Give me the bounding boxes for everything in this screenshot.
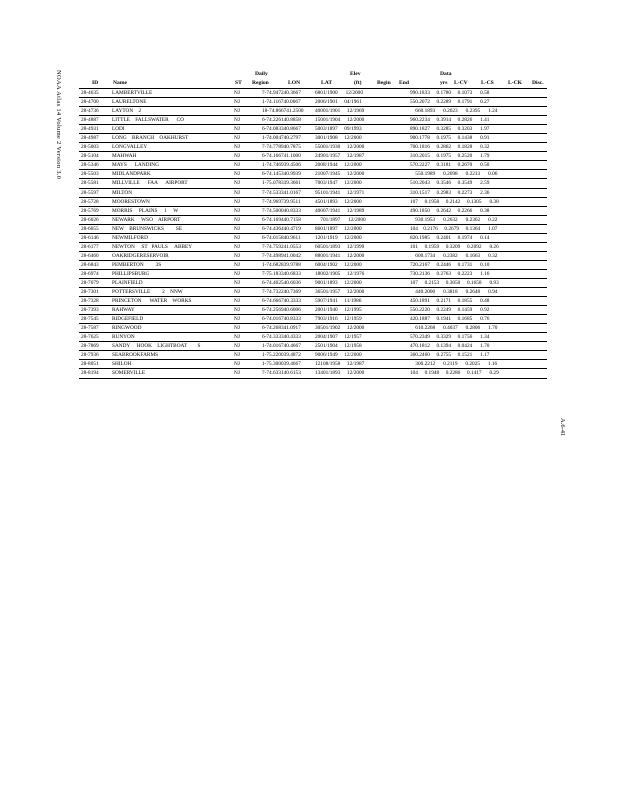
- state: NJ: [234, 343, 240, 350]
- region-lon-lat: 6-74.333340.4333: [262, 334, 301, 341]
- station-id: 28-6974: [81, 270, 99, 277]
- state: NJ: [234, 370, 240, 377]
- station-id: 28-6177: [81, 243, 99, 250]
- elev-begin-end: 30501/1902 12/2000: [315, 325, 365, 332]
- table-row: [79, 234, 547, 243]
- stats-values: 440.2000 0.3818 0.2648 0.94: [410, 289, 498, 296]
- elev-begin-end: 8601/1897 12/2000: [315, 225, 362, 232]
- header-lcv: L-CV: [454, 80, 468, 86]
- station-name: LONG BRANCH OAKHURST: [112, 135, 189, 142]
- stats-values: 730.2136 0.2763 0.2223 1.16: [410, 270, 490, 277]
- stats-values: 450.1891 0.2171 0.1855 0.48: [410, 298, 490, 305]
- elev-begin-end: 9006/1949 12/2000: [315, 352, 362, 359]
- stats-values: 310.2015 0.1975 0.2520 1.79: [410, 153, 490, 160]
- stats-values: 550.2072 0.2289 0.1791 0.27: [410, 99, 490, 106]
- station-id: 28-4635: [81, 90, 99, 96]
- region-lon-lat: 7-74.759241.0553: [262, 243, 301, 250]
- stats-values: 104 0.1948 0.2286 0.1417 0.29: [410, 370, 499, 377]
- header-disc: Disc.: [532, 80, 544, 86]
- state: NJ: [234, 270, 240, 277]
- state: NJ: [234, 99, 240, 106]
- station-name: LODI: [112, 126, 125, 133]
- station-name: LONGVALLEY: [112, 144, 148, 151]
- region-lon-lat: 6-74.083340.8667: [262, 126, 301, 133]
- station-name: POTTERSVILLE 2 NNW: [112, 289, 183, 296]
- elev-begin-end: 15001/1904 12/2000: [315, 117, 365, 124]
- station-name: NEW BRUNSWICKS SE: [112, 225, 183, 232]
- elev-begin-end: 3001/1908 12/2000: [315, 135, 362, 142]
- elev-begin-end: 18002/1905 12/1976: [315, 270, 365, 277]
- table-row: [79, 351, 547, 360]
- stats-values: 107 0.2153 0.3050 0.1658 0.93: [410, 279, 499, 286]
- region-lon-lat: 1-74.016740.4667: [262, 343, 301, 350]
- elev-begin-end: 9001/1893 12/2000: [315, 279, 362, 286]
- state: NJ: [234, 352, 240, 359]
- table-row: [79, 170, 547, 179]
- table-row: [79, 279, 547, 288]
- station-id: 28-7079: [81, 279, 99, 286]
- header-ft: (ft): [354, 80, 362, 86]
- station-name: SHILOH: [112, 361, 132, 368]
- station-name: NEWMILFORD: [112, 234, 148, 241]
- region-lon-lat: 7-75.183340.6833: [262, 270, 301, 277]
- region-lon-lat: 6-74.226140.8858: [262, 117, 301, 124]
- state: NJ: [234, 325, 240, 332]
- header-end: End: [399, 80, 409, 86]
- page-number: A.6-41: [559, 418, 566, 437]
- state: NJ: [234, 90, 240, 96]
- stats-values: 660.1893 0.2623 0.2395 1.24: [410, 108, 498, 115]
- state: NJ: [234, 289, 240, 296]
- station-name: LITTLE FALLSWATER CO: [112, 117, 184, 124]
- station-id: 28-5003: [81, 144, 99, 151]
- state: NJ: [234, 207, 240, 214]
- table-row: [79, 252, 547, 261]
- stats-values: 930.1953 0.2632 0.2362 0.22: [410, 216, 498, 223]
- table-row: [79, 179, 547, 188]
- station-id: 28-5104: [81, 153, 99, 160]
- station-name: RAHWAY: [112, 307, 135, 314]
- station-name: PRINCETON WATER WORKS: [112, 298, 192, 305]
- table-row: [79, 243, 547, 252]
- region-lon-lat: 1-75.078339.3661: [262, 180, 301, 187]
- stats-values: 960.2234 0.3914 0.2826 1.41: [410, 117, 490, 124]
- table-row: [79, 297, 547, 306]
- station-id: 28-5346: [81, 162, 99, 169]
- station-id: 28-4987: [81, 135, 99, 142]
- elev-begin-end: 4501/1893 12/2000: [315, 198, 362, 205]
- stats-values: 550.1989 0.2698 0.2213 0.06: [410, 171, 498, 178]
- station-id: 28-8194: [81, 370, 99, 377]
- station-id: 28-7936: [81, 352, 99, 359]
- station-id: 28-4931: [81, 126, 99, 133]
- stats-values: 510.2043 0.3546 0.3549 2.59: [410, 180, 490, 187]
- elev-begin-end: 6004/1902 12/2000: [315, 261, 362, 268]
- elev-begin-end: 7903/1916 12/1959: [315, 316, 362, 323]
- state: NJ: [234, 316, 240, 323]
- station-id: 28-6055: [81, 225, 99, 232]
- stats-values: 600.1734 0.2382 0.1663 0.32: [410, 252, 498, 259]
- table-row: [79, 270, 547, 279]
- header-lat: LAT: [321, 80, 333, 86]
- margin-running-header: NOAA Atlas 14 Volume 2 Version 3.0: [55, 70, 62, 180]
- stats-values: 470.1812 0.1394 0.0424 1.70: [410, 343, 490, 350]
- station-id: 28-6460: [81, 252, 99, 259]
- elev-begin-end: 88001/1941 12/2000: [315, 252, 365, 259]
- stats-values: 990.1833 0.1780 0.1073 0.58: [410, 90, 490, 96]
- state: NJ: [234, 171, 240, 178]
- elev-begin-end: 5003/1897 09/1993: [315, 126, 362, 133]
- state: NJ: [234, 261, 240, 268]
- elev-begin-end: 2001/1940 12/1995: [315, 307, 362, 314]
- station-id: 28-4887: [81, 117, 99, 124]
- state: NJ: [234, 252, 240, 259]
- station-name: PLAINFIELD: [112, 279, 143, 286]
- station-id: 28-7587: [81, 325, 99, 332]
- stats-values: 310.1517 0.2983 0.2273 2.36: [410, 189, 490, 196]
- station-name: RUNYON: [112, 334, 135, 341]
- stats-values: 720.2167 0.2446 0.1731 0.10: [410, 261, 490, 268]
- table-row: [79, 89, 547, 98]
- region-lon-lat: 18-74.866741.2500: [262, 108, 304, 115]
- state: NJ: [234, 153, 240, 160]
- station-id: 28-8051: [81, 361, 99, 368]
- station-name: MAHWAH: [112, 153, 137, 160]
- station-id: 28-7545: [81, 316, 99, 323]
- region-lon-lat: 6-74.015840.9611: [262, 234, 301, 241]
- header-id: ID: [92, 80, 99, 86]
- table-row: [79, 342, 547, 351]
- region-lon-lat: 7-74.947240.3667: [262, 90, 301, 96]
- table-row: [79, 288, 547, 297]
- station-id: 28-7393: [81, 307, 99, 314]
- station-name: PHILLIPSBURG: [112, 270, 150, 277]
- station-name: RINGWOOD: [112, 325, 142, 332]
- state: NJ: [234, 162, 240, 169]
- table-row: [79, 360, 547, 369]
- region-lon-lat: 6-74.436440.4719: [262, 225, 301, 232]
- header-begin: Begin: [377, 80, 391, 86]
- region-lon-lat: 1-74.682839.9788: [262, 261, 301, 268]
- elev-begin-end: 2501/1904 12/1958: [315, 343, 362, 350]
- region-lon-lat: 6-74.402540.6036: [262, 279, 301, 286]
- elev-begin-end: 21007/1945 12/2000: [315, 171, 365, 178]
- region-lon-lat: 6-74.166741.1000: [262, 153, 301, 160]
- table-row: [79, 161, 547, 170]
- station-name: MAYS LANDING: [112, 162, 159, 169]
- header-st: ST: [235, 80, 242, 86]
- station-id: 28-5503: [81, 171, 99, 178]
- region-lon-lat: 1-74.004740.2797: [262, 135, 301, 142]
- station-name: NEWTON ST PAULS ABBEY: [112, 243, 193, 250]
- region-lon-lat: 1-74.116740.0667: [262, 99, 301, 106]
- table-body: [79, 89, 547, 379]
- state: NJ: [234, 144, 240, 151]
- stats-values: 700.1816 0.2862 0.1828 0.32: [410, 144, 490, 151]
- station-name: MORRIS PLAINS 1 W: [112, 207, 179, 214]
- stats-values: 820.1985 0.2401 0.1974 0.14: [410, 234, 490, 241]
- header-lon: LON: [288, 80, 301, 86]
- station-name: SANDY HOOK LIGHTBOAT S: [112, 343, 201, 350]
- state: NJ: [234, 216, 240, 223]
- table-row: [79, 306, 547, 315]
- table-row: [79, 125, 547, 134]
- region-lon-lat: 7-74.500040.8333: [262, 207, 301, 214]
- elev-begin-end: 55001/1930 12/2000: [315, 144, 365, 151]
- table-row: [79, 225, 547, 234]
- state: NJ: [234, 135, 240, 142]
- station-table: [79, 70, 547, 379]
- region-lon-lat: 7-74.732240.7369: [262, 289, 301, 296]
- region-lon-lat: 7-74.633140.6153: [262, 370, 301, 377]
- table-row: [79, 207, 547, 216]
- station-id: 28-7625: [81, 334, 99, 341]
- state: NJ: [234, 198, 240, 205]
- header-yrs: yrs: [440, 80, 448, 86]
- station-name: LAMBERTVILLE: [112, 90, 153, 96]
- stats-values: 570.2227 0.3181 0.2670 0.50: [410, 162, 490, 169]
- table-row: [79, 134, 547, 143]
- state: NJ: [234, 298, 240, 305]
- region-lon-lat: 6-74.666740.3333: [262, 298, 301, 305]
- region-lon-lat: 1-75.220039.4872: [262, 352, 301, 359]
- header-row-columns: [79, 79, 547, 88]
- region-lon-lat: 6-74.016740.8333: [262, 316, 301, 323]
- station-id: 28-4736: [81, 108, 99, 115]
- region-lon-lat: 6-74.169440.7158: [262, 216, 301, 223]
- stats-values: 104 0.2176 0.2679 0.1364 1.07: [410, 225, 498, 232]
- elev-begin-end: 7003/1947 12/2000: [315, 180, 362, 187]
- elev-begin-end: 6801/1900 12/2000: [315, 90, 363, 96]
- station-name: MILTON: [112, 189, 133, 196]
- station-id: 28-6843: [81, 261, 99, 268]
- elev-begin-end: 2004/1907 12/1957: [315, 334, 362, 341]
- station-id: 28-5597: [81, 189, 99, 196]
- state: NJ: [234, 279, 240, 286]
- table-row: [79, 143, 547, 152]
- state: NJ: [234, 189, 240, 196]
- elev-begin-end: 701/1897 12/2000: [315, 216, 366, 223]
- state: NJ: [234, 108, 240, 115]
- header-name: Name: [113, 80, 127, 86]
- table-row: [79, 107, 547, 116]
- stats-values: 490.1850 0.2642 0.2266 0.38: [410, 207, 490, 214]
- station-name: MIDLANDPARK: [112, 171, 151, 178]
- table-row: [79, 324, 547, 333]
- table-row: [79, 189, 547, 198]
- elev-begin-end: 13401/1893 12/2000: [315, 370, 365, 377]
- header-lcs: L-CS: [481, 80, 494, 86]
- stats-values: 550.2220 0.2249 0.1459 0.92: [410, 307, 490, 314]
- state: NJ: [234, 117, 240, 124]
- station-id: 28-7328: [81, 298, 99, 305]
- stats-values: 610.2268 0.4037 0.2806 1.70: [410, 325, 498, 332]
- header-lck: L-CK: [508, 80, 522, 86]
- table-row: [79, 333, 547, 342]
- table-row: [79, 261, 547, 270]
- region-lon-lat: 6-74.256940.6006: [262, 307, 301, 314]
- elev-begin-end: 95101/1941 12/1971: [315, 189, 365, 196]
- table-row: [79, 152, 547, 161]
- region-lon-lat: 1-75.300039.4667: [262, 361, 301, 368]
- state: NJ: [234, 126, 240, 133]
- elev-begin-end: 36501/1957 12/2000: [315, 289, 365, 296]
- table-row: [79, 116, 547, 125]
- station-id: 28-7869: [81, 343, 99, 350]
- station-name: MILLVILLE FAA AIRPORT: [112, 180, 188, 187]
- station-name: MOORESTOWN: [112, 198, 150, 205]
- region-lon-lat: 7-74.498941.0042: [262, 252, 301, 259]
- station-name: PEMBERTON 3S: [112, 261, 162, 268]
- state: NJ: [234, 307, 240, 314]
- elev-begin-end: 2006/1901 04/1961: [315, 99, 362, 106]
- elev-begin-end: 40001/1901 12/1969: [315, 108, 365, 115]
- stats-values: 101 0.1959 0.3209 0.2092 0.26: [410, 243, 499, 250]
- station-id: 28-5581: [81, 180, 99, 187]
- header-region: Region: [252, 80, 269, 86]
- station-name: LAYTON 2: [112, 108, 142, 115]
- elev-begin-end: 60501/1893 12/1999: [315, 243, 365, 250]
- table-row: [79, 98, 547, 107]
- region-lon-lat: 6-74.145340.9939: [262, 171, 301, 178]
- elev-begin-end: 12108/1958 12/1987: [315, 361, 365, 368]
- state: NJ: [234, 334, 240, 341]
- region-lon-lat: 7-74.778940.7875: [262, 144, 301, 151]
- station-name: SOMERVILLE: [112, 370, 146, 377]
- table-row: [79, 216, 547, 225]
- elev-begin-end: 5907/1941 11/1986: [315, 298, 362, 305]
- region-lon-lat: 6-74.268341.0917: [262, 325, 301, 332]
- stats-values: 890.1827 0.3285 0.3203 1.97: [410, 126, 490, 133]
- station-name: NEWARK WSO AIRPORT: [112, 216, 181, 223]
- stats-values: 300.2212 0.2119 0.2025 1.16: [410, 361, 498, 368]
- state: NJ: [234, 225, 240, 232]
- table-row: [79, 369, 547, 378]
- state: NJ: [234, 361, 240, 368]
- station-id: 28-4700: [81, 99, 99, 106]
- header-elev: Elev: [350, 71, 361, 77]
- station-id: 28-7301: [81, 289, 99, 296]
- stats-values: 420.1887 0.1941 0.1685 0.76: [410, 316, 490, 323]
- station-id: 28-5728: [81, 198, 99, 205]
- station-name: SEABROOKFARMS: [112, 352, 159, 359]
- station-name: OAKRIDGERESERVOIR: [112, 252, 169, 259]
- stats-values: 570.2349 0.3329 0.1756 1.34: [410, 334, 490, 341]
- stats-values: 360.2460 0.2755 0.1521 1.17: [410, 352, 490, 359]
- stats-values: 900.1778 0.1975 0.1438 0.91: [410, 135, 490, 142]
- stats-values: 107 0.1958 0.2142 0.1305 0.38: [410, 198, 499, 205]
- station-name: RIDGEFIELD: [112, 316, 144, 323]
- header-data: Data: [440, 71, 452, 77]
- state: NJ: [234, 234, 240, 241]
- region-lon-lat: 7-74.969739.9511: [262, 198, 301, 205]
- state: NJ: [234, 243, 240, 250]
- header-daily: Daily: [255, 71, 268, 77]
- station-id: 28-6146: [81, 234, 99, 241]
- station-id: 28-6026: [81, 216, 99, 223]
- elev-begin-end: 24901/1957 12/1987: [315, 153, 365, 160]
- elev-begin-end: 2008/1944 12/2000: [315, 162, 362, 169]
- table-row: [79, 198, 547, 207]
- elev-begin-end: 40007/1941 12/1989: [315, 207, 365, 214]
- region-lon-lat: 7-74.533341.0167: [262, 189, 301, 196]
- header-row-top: [79, 70, 547, 79]
- elev-begin-end: 1201/1919 12/2000: [315, 234, 362, 241]
- region-lon-lat: 1-74.746939.4506: [262, 162, 301, 169]
- table-row: [79, 315, 547, 324]
- station-name: LAURELTONE: [112, 99, 147, 106]
- station-id: 28-5769: [81, 207, 99, 214]
- state: NJ: [234, 180, 240, 187]
